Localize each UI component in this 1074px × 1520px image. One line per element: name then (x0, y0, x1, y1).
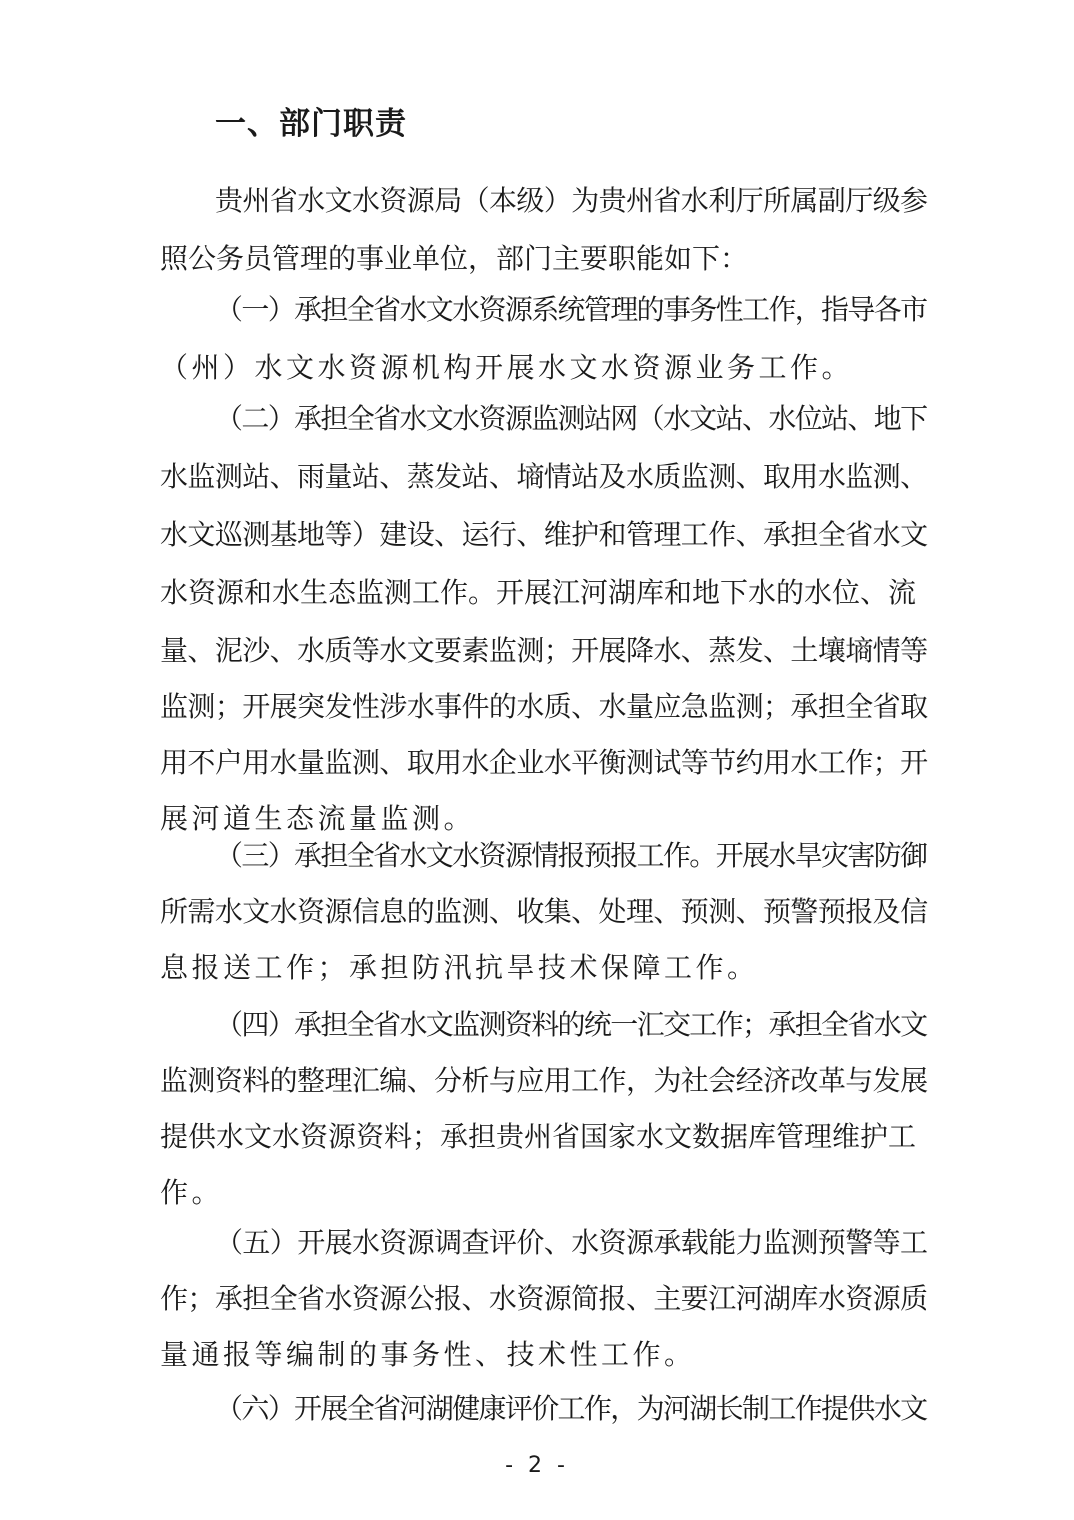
paragraph-line: （一）承担全省水文水资源系统管理的事务性工作，指导各市 (215, 293, 927, 326)
paragraph-line: 监测；开展突发性涉水事件的水质、水量应急监测；承担全省取 (160, 690, 928, 723)
paragraph-line: （州）水文水资源机构开展水文水资源业务工作。 (160, 351, 854, 384)
page-number: - 2 - (505, 1453, 569, 1478)
paragraph-line: （二）承担全省水文水资源监测站网（水文站、水位站、地下 (215, 402, 927, 435)
paragraph-line: 水资源和水生态监测工作。开展江河湖库和地下水的水位、流 (160, 576, 917, 609)
paragraph-line: 水文巡测基地等）建设、运行、维护和管理工作、承担全省水文 (160, 518, 928, 551)
paragraph-line: 水监测站、雨量站、蒸发站、墒情站及水质监测、取用水监测、 (160, 460, 928, 493)
paragraph-line: 贵州省水文水资源局（本级）为贵州省水利厅所属副厅级参 (215, 184, 928, 217)
paragraph-line: （六）开展全省河湖健康评价工作，为河湖长制工作提供水文 (215, 1392, 927, 1425)
section-heading: 一、部门职责 (215, 106, 407, 142)
paragraph-line: 量、泥沙、水质等水文要素监测；开展降水、蒸发、土壤墒情等 (160, 634, 928, 667)
paragraph-line: 展河道生态流量监测。 (160, 802, 476, 835)
paragraph-line: 作。 (160, 1176, 224, 1209)
paragraph-line: 作；承担全省水资源公报、水资源简报、主要江河湖库水资源质 (160, 1282, 928, 1315)
paragraph-line: 监测资料的整理汇编、分析与应用工作，为社会经济改革与发展 (160, 1064, 928, 1097)
paragraph-line: 用不户用水量监测、取用水企业水平衡测试等节约用水工作；开 (160, 746, 928, 779)
paragraph-line: （三）承担全省水文水资源情报预报工作。开展水旱灾害防御 (215, 839, 927, 872)
paragraph-line: 量通报等编制的事务性、技术性工作。 (160, 1338, 696, 1371)
paragraph-line: 照公务员管理的事业单位，部门主要职能如下： (160, 242, 749, 275)
paragraph-line: 所需水文水资源信息的监测、收集、处理、预测、预警预报及信 (160, 895, 928, 928)
paragraph-line: （四）承担全省水文监测资料的统一汇交工作；承担全省水文 (215, 1008, 927, 1041)
paragraph-line: 提供水文水资源资料；承担贵州省国家水文数据库管理维护工 (160, 1120, 917, 1153)
paragraph-line: 息报送工作；承担防汛抗旱技术保障工作。 (160, 951, 759, 984)
paragraph-line: （五）开展水资源调查评价、水资源承载能力监测预警等工 (215, 1226, 928, 1259)
